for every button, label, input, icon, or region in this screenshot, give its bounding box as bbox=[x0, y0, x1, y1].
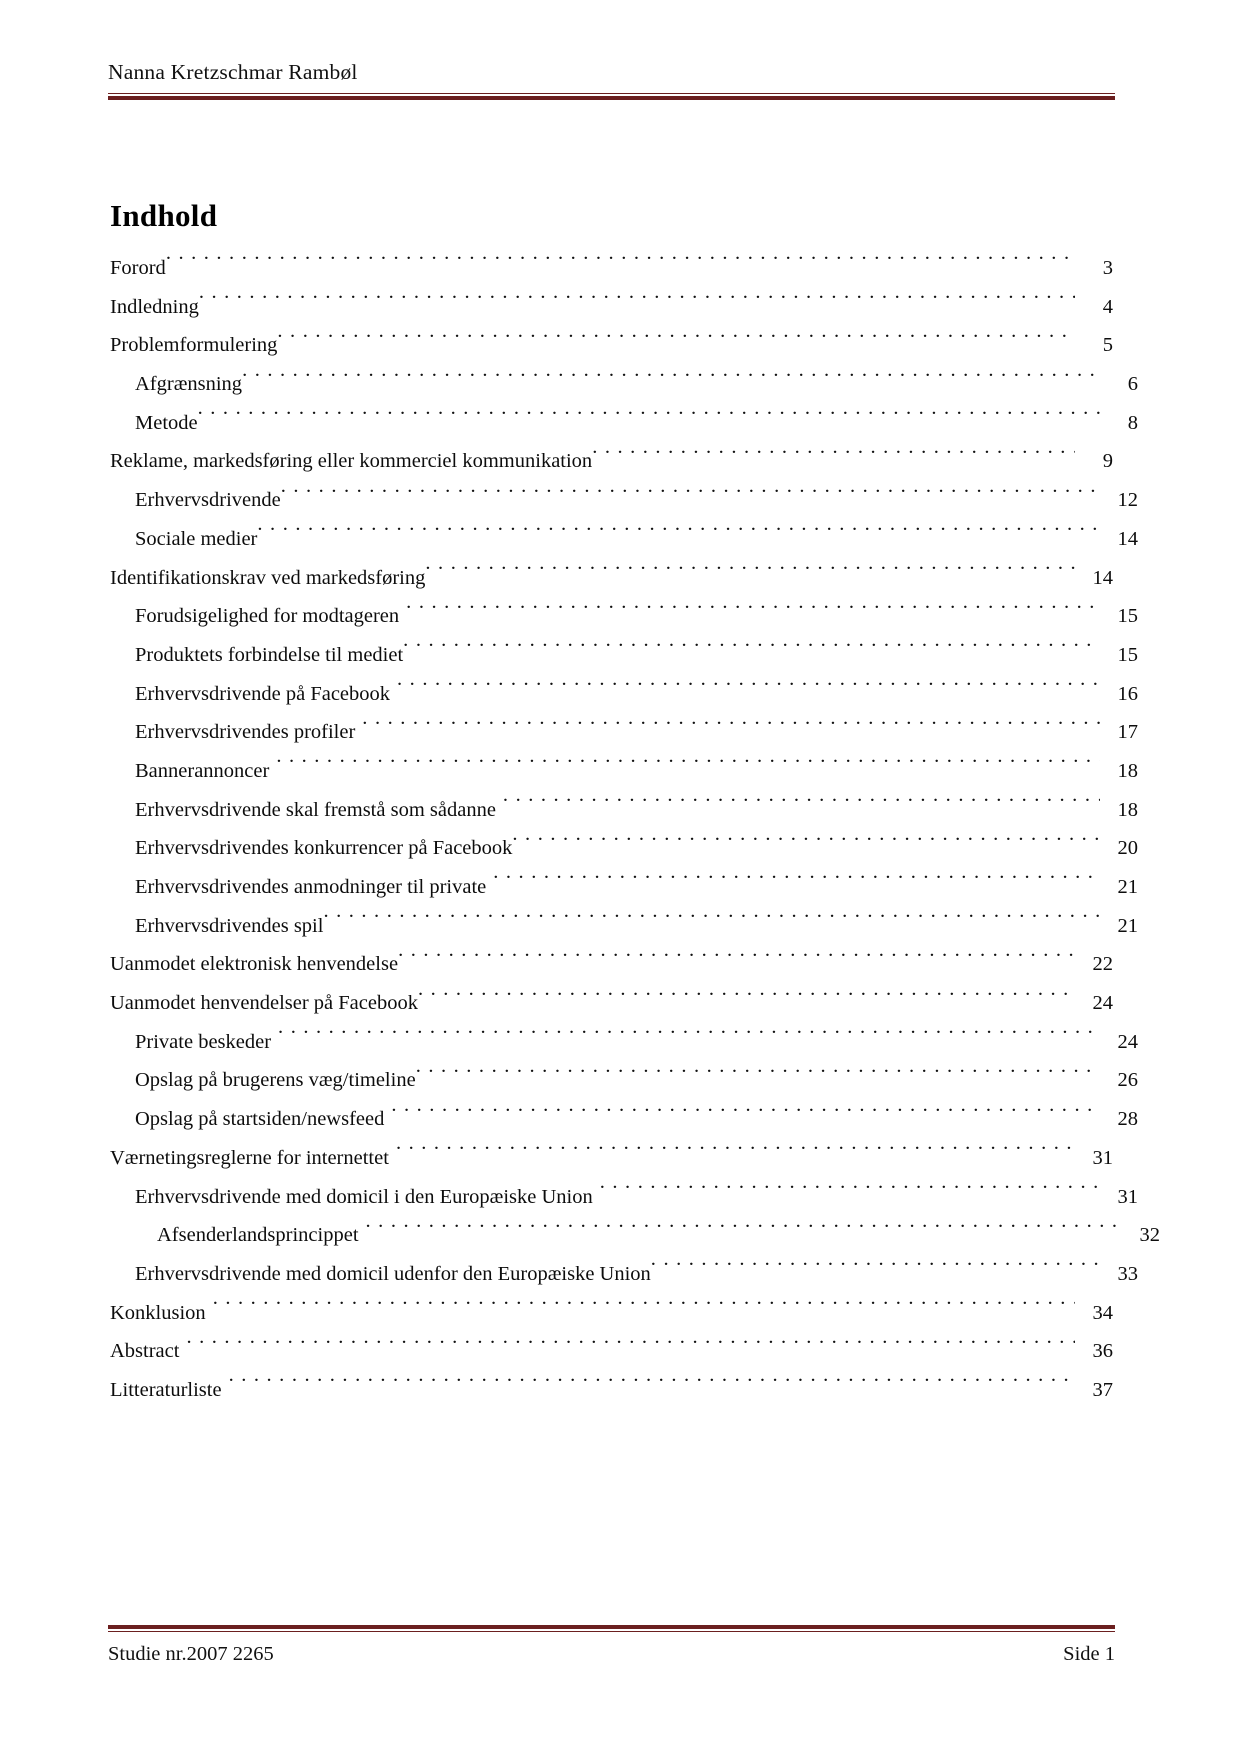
toc-entry-page-number: 24 bbox=[1117, 1030, 1138, 1053]
toc-dot-leader bbox=[425, 563, 1075, 584]
toc-entry-label: Metode bbox=[135, 411, 198, 434]
toc-entry-page-number: 21 bbox=[1117, 914, 1138, 937]
toc-entry-page-number: 28 bbox=[1117, 1108, 1138, 1131]
toc-entry-page-number: 15 bbox=[1117, 643, 1138, 666]
toc-entry-page-number: 14 bbox=[1117, 527, 1138, 550]
toc-entry-page-number: 5 bbox=[1102, 334, 1113, 357]
toc-entry-label: Erhvervsdrivendes anmodninger til private bbox=[135, 876, 487, 898]
toc-entry[interactable] bbox=[110, 945, 1113, 984]
toc-dot-leader bbox=[199, 292, 1075, 313]
toc-dot-leader bbox=[278, 1027, 1100, 1048]
toc-entry-label: Opslag på startsiden/newsfeed bbox=[135, 1108, 385, 1131]
toc-entry[interactable] bbox=[110, 288, 1113, 327]
toc-entry[interactable] bbox=[110, 1255, 1138, 1294]
toc-dot-leader bbox=[277, 331, 1075, 352]
toc-dot-leader bbox=[406, 602, 1100, 623]
toc-dot-leader bbox=[418, 989, 1075, 1010]
toc-dot-leader bbox=[242, 370, 1100, 391]
table-of-contents bbox=[110, 249, 1160, 1410]
toc-entry-label: Uanmodet elektronisk henvendelse bbox=[110, 953, 399, 976]
toc-entry-label: Reklame, markedsføring eller kommerciel kommunikation bbox=[110, 450, 593, 473]
toc-entry-page-number: 22 bbox=[1092, 953, 1113, 976]
toc-entry[interactable] bbox=[110, 326, 1113, 365]
toc-entry[interactable] bbox=[110, 365, 1138, 404]
toc-entry-page-number: 4 bbox=[1102, 295, 1113, 318]
toc-entry-label: Identifikationskrav ved markedsføring bbox=[110, 566, 426, 589]
toc-entry-label: Private beskeder bbox=[135, 1030, 272, 1053]
toc-entry[interactable] bbox=[110, 1216, 1160, 1255]
toc-entry-page-number: 21 bbox=[1117, 876, 1138, 898]
toc-dot-leader bbox=[397, 679, 1100, 700]
toc-entry[interactable] bbox=[110, 1139, 1113, 1178]
toc-dot-leader bbox=[166, 254, 1075, 275]
toc-dot-leader bbox=[503, 795, 1100, 816]
toc-dot-leader bbox=[592, 447, 1075, 468]
toc-entry-page-number: 18 bbox=[1117, 798, 1138, 821]
toc-entry[interactable] bbox=[110, 597, 1138, 636]
toc-dot-leader bbox=[213, 1298, 1075, 1319]
toc-entry[interactable] bbox=[110, 249, 1113, 288]
toc-dot-leader bbox=[512, 834, 1100, 855]
toc-dot-leader bbox=[403, 640, 1100, 661]
toc-entry-label: Bannerannoncer bbox=[135, 759, 270, 782]
toc-dot-leader bbox=[276, 756, 1100, 777]
toc-entry-label: Erhvervsdrivendes spil bbox=[135, 914, 324, 937]
toc-dot-leader bbox=[366, 1221, 1122, 1242]
toc-entry[interactable] bbox=[110, 713, 1138, 752]
toc-entry-page-number: 8 bbox=[1127, 411, 1138, 434]
toc-entry[interactable] bbox=[110, 1371, 1113, 1410]
toc-entry-page-number: 9 bbox=[1102, 450, 1113, 473]
toc-entry[interactable] bbox=[110, 404, 1138, 443]
toc-entry-page-number: 15 bbox=[1117, 605, 1138, 628]
toc-entry[interactable] bbox=[110, 442, 1113, 481]
toc-entry-page-number: 17 bbox=[1117, 721, 1138, 744]
toc-entry-label: Abstract bbox=[110, 1340, 180, 1363]
toc-entry-label: Erhvervsdrivende skal fremstå som sådanne bbox=[135, 798, 496, 821]
toc-entry[interactable] bbox=[110, 1100, 1138, 1139]
toc-entry[interactable] bbox=[110, 791, 1138, 830]
page-header bbox=[108, 58, 1115, 100]
toc-entry-label: Uanmodet henvendelser på Facebook bbox=[110, 992, 418, 1015]
toc-entry-label: Erhvervsdrivendes profiler bbox=[135, 721, 356, 744]
toc-entry[interactable] bbox=[110, 559, 1113, 598]
toc-entry-page-number: 26 bbox=[1117, 1069, 1138, 1092]
toc-dot-leader bbox=[229, 1375, 1075, 1396]
toc-dot-leader bbox=[493, 873, 1100, 894]
toc-entry-page-number: 31 bbox=[1117, 1185, 1138, 1208]
toc-entry-label: Konklusion bbox=[110, 1301, 206, 1324]
toc-entry-label: Sociale medier bbox=[135, 527, 258, 550]
toc-entry[interactable] bbox=[110, 984, 1113, 1023]
toc-entry[interactable] bbox=[110, 520, 1138, 559]
toc-entry-label: Værnetingsreglerne for internettet bbox=[110, 1146, 389, 1169]
toc-dot-leader bbox=[416, 1066, 1100, 1087]
toc-entry-page-number: 31 bbox=[1092, 1146, 1113, 1169]
toc-entry-page-number: 36 bbox=[1092, 1340, 1113, 1363]
toc-dot-leader bbox=[198, 408, 1100, 429]
footer-divider-rule bbox=[108, 1625, 1115, 1632]
toc-entry[interactable] bbox=[110, 829, 1138, 868]
toc-entry-page-number: 32 bbox=[1139, 1224, 1160, 1247]
header-author-name: Nanna Kretzschmar Rambøl bbox=[108, 60, 358, 84]
toc-entry-page-number: 12 bbox=[1117, 489, 1138, 512]
toc-entry[interactable] bbox=[110, 481, 1138, 520]
toc-entry-page-number: 37 bbox=[1092, 1378, 1113, 1401]
toc-entry-page-number: 18 bbox=[1117, 759, 1138, 782]
toc-dot-leader bbox=[281, 486, 1100, 507]
toc-entry-label: Forudsigelighed for modtageren bbox=[135, 605, 400, 628]
footer-page-number: Side 1 bbox=[1063, 1643, 1115, 1665]
toc-dot-leader bbox=[186, 1337, 1075, 1358]
footer-study-number: Studie nr.2007 2265 bbox=[108, 1643, 274, 1665]
toc-dot-leader bbox=[362, 718, 1100, 739]
toc-entry[interactable] bbox=[110, 1294, 1113, 1333]
toc-entry-page-number: 14 bbox=[1092, 566, 1113, 589]
toc-dot-leader bbox=[257, 524, 1100, 545]
toc-entry-label: Produktets forbindelse til mediet bbox=[135, 643, 404, 666]
toc-entry[interactable] bbox=[110, 675, 1138, 714]
page-title: Indhold bbox=[110, 198, 218, 233]
toc-entry-label: Problemformulering bbox=[110, 334, 278, 357]
toc-entry-page-number: 33 bbox=[1117, 1262, 1138, 1285]
toc-entry-page-number: 34 bbox=[1092, 1301, 1113, 1324]
toc-dot-leader bbox=[398, 950, 1075, 971]
toc-entry-label: Litteraturliste bbox=[110, 1378, 222, 1401]
toc-dot-leader bbox=[323, 911, 1100, 932]
toc-entry-page-number: 24 bbox=[1092, 992, 1113, 1015]
toc-entry[interactable] bbox=[110, 1023, 1138, 1062]
toc-entry[interactable] bbox=[110, 752, 1138, 791]
toc-entry-label: Afgrænsning bbox=[135, 373, 243, 396]
page-footer bbox=[108, 1625, 1115, 1666]
toc-entry-page-number: 20 bbox=[1117, 837, 1138, 860]
toc-dot-leader bbox=[600, 1182, 1100, 1203]
toc-entry-label: Forord bbox=[110, 257, 166, 279]
toc-entry-label: Opslag på brugerens væg/timeline bbox=[135, 1069, 416, 1092]
toc-entry-label: Erhvervsdrivende med domicil i den Europæiske Union bbox=[135, 1185, 593, 1208]
toc-entry-page-number: 3 bbox=[1102, 257, 1113, 279]
toc-entry-label: Erhvervsdrivende bbox=[135, 489, 281, 512]
toc-entry[interactable] bbox=[110, 1332, 1113, 1371]
toc-entry-page-number: 6 bbox=[1127, 373, 1138, 396]
toc-entry-label: Erhvervsdrivendes konkurrencer på Facebook bbox=[135, 837, 513, 860]
toc-entry[interactable] bbox=[110, 1061, 1138, 1100]
toc-entry[interactable] bbox=[110, 907, 1138, 946]
toc-entry-label: Erhvervsdrivende på Facebook bbox=[135, 682, 391, 705]
toc-dot-leader bbox=[651, 1259, 1100, 1280]
footer-row bbox=[108, 1643, 1115, 1666]
toc-dot-leader bbox=[396, 1143, 1075, 1164]
toc-entry-label: Erhvervsdrivende med domicil udenfor den Europæiske Union bbox=[135, 1262, 651, 1285]
toc-entry-label: Afsenderlandsprincippet bbox=[157, 1224, 359, 1247]
toc-entry[interactable] bbox=[110, 636, 1138, 675]
header-divider-rule bbox=[108, 93, 1115, 100]
toc-entry[interactable] bbox=[110, 868, 1138, 907]
toc-entry[interactable] bbox=[110, 1178, 1138, 1217]
toc-entry-page-number: 16 bbox=[1117, 682, 1138, 705]
toc-entry-label: Indledning bbox=[110, 295, 199, 318]
toc-dot-leader bbox=[391, 1105, 1100, 1126]
